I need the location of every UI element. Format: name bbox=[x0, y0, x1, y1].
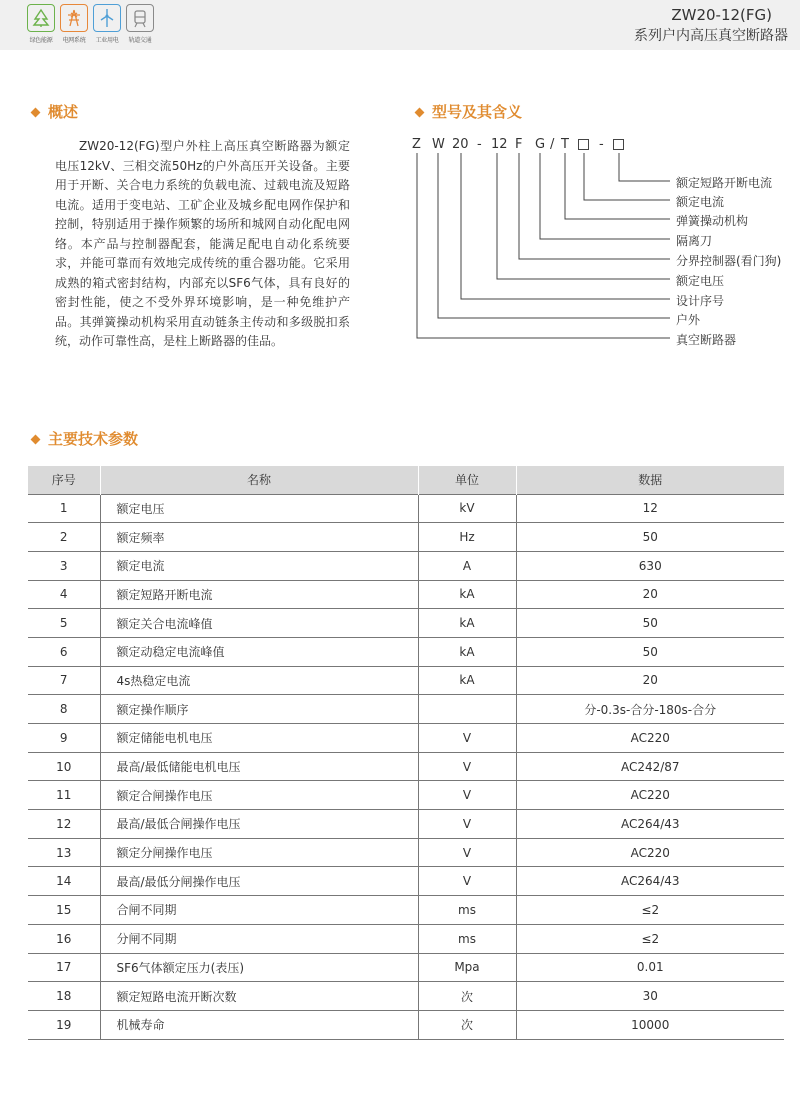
code-box-2 bbox=[613, 139, 624, 154]
cell-no: 9 bbox=[28, 724, 100, 753]
meaning-label-vacuum-breaker: 真空断路器 bbox=[676, 333, 737, 347]
cell-no: 17 bbox=[28, 953, 100, 982]
cell-no: 18 bbox=[28, 982, 100, 1011]
cell-name: 额定分闸操作电压 bbox=[100, 838, 418, 867]
icon-label: 绿色能源 bbox=[29, 37, 53, 44]
cell-unit: V bbox=[418, 867, 516, 896]
code-t: T bbox=[561, 137, 569, 152]
cell-no: 7 bbox=[28, 666, 100, 695]
table-row bbox=[28, 666, 784, 695]
green-energy-icon bbox=[27, 4, 55, 32]
overview-text: ZW20-12(FG)型户外柱上高压真空断路器为额定电压12kV、三相交流50Hz的户外高压开关设备。主要用于开断、关合电力系统的负载电流、过载电流及短路电流。适用于变电站、工矿企业及城乡配电网作保护和控制，特别适用于操作频繁的场所和城网自动化配电网络。本产品与控制器配套，能满足配电自动化系统要求，并能可靠而有效地完成传统的重合器功能。它采用成熟的箱式密封结构，内部充以SF6气体，具有良好的密封性能，使之不受外界环境影响，是一种免维护产品。其弹簧操动机构采用直动链条主传动和多级脱扣系统，动作可靠性高，是柱上断路器的佳品。 bbox=[55, 139, 350, 348]
model-meaning-title: 型号及其含义 bbox=[432, 103, 523, 121]
cell-value: AC220 bbox=[516, 781, 784, 810]
cell-value: 630 bbox=[516, 551, 784, 580]
cell-unit: kA bbox=[418, 580, 516, 609]
cell-value: AC242/87 bbox=[516, 752, 784, 781]
diamond-bullet-icon bbox=[415, 108, 425, 118]
cell-name: 额定动稳定电流峰值 bbox=[100, 637, 418, 666]
code-w: W bbox=[432, 137, 445, 152]
cell-value: 50 bbox=[516, 523, 784, 552]
header-unit: 单位 bbox=[418, 466, 516, 494]
cell-unit: Mpa bbox=[418, 953, 516, 982]
table-row bbox=[28, 695, 784, 724]
cell-no: 14 bbox=[28, 867, 100, 896]
cell-no: 5 bbox=[28, 609, 100, 638]
cell-no: 8 bbox=[28, 695, 100, 724]
cell-value: 50 bbox=[516, 637, 784, 666]
cell-no: 13 bbox=[28, 838, 100, 867]
power-grid-icon bbox=[60, 4, 88, 32]
cell-no: 2 bbox=[28, 523, 100, 552]
green-energy-badge bbox=[24, 4, 58, 44]
cell-name: 额定短路电流开断次数 bbox=[100, 982, 418, 1011]
table-row bbox=[28, 494, 784, 523]
cell-no: 11 bbox=[28, 781, 100, 810]
cell-unit: 次 bbox=[418, 1010, 516, 1039]
meaning-label-breaking-current: 额定短路开断电流 bbox=[676, 176, 773, 190]
table-row bbox=[28, 1010, 784, 1039]
industrial-power-icon bbox=[93, 4, 121, 32]
code-z: Z bbox=[412, 137, 421, 152]
code-dash-2: - bbox=[599, 137, 604, 152]
params-table bbox=[28, 466, 784, 1040]
code-design-no: 20 bbox=[452, 137, 469, 152]
table-row bbox=[28, 752, 784, 781]
code-box-1 bbox=[578, 139, 589, 154]
cell-unit: ms bbox=[418, 924, 516, 953]
overview-title: 概述 bbox=[48, 103, 79, 121]
cell-value: 0.01 bbox=[516, 953, 784, 982]
header-name: 名称 bbox=[100, 466, 418, 494]
table-row bbox=[28, 838, 784, 867]
table-row bbox=[28, 724, 784, 753]
icon-label: 工业用电 bbox=[95, 37, 119, 44]
cell-name: 额定储能电机电压 bbox=[100, 724, 418, 753]
cell-no: 3 bbox=[28, 551, 100, 580]
cell-name: 额定频率 bbox=[100, 523, 418, 552]
cell-name: 机械寿命 bbox=[100, 1010, 418, 1039]
cell-value: 30 bbox=[516, 982, 784, 1011]
rail-transit-icon bbox=[126, 4, 154, 32]
cell-no: 19 bbox=[28, 1010, 100, 1039]
cell-no: 12 bbox=[28, 810, 100, 839]
model-subtitle: 系列户内高压真空断路器 bbox=[634, 28, 788, 44]
table-row bbox=[28, 781, 784, 810]
cell-name: 额定短路开断电流 bbox=[100, 580, 418, 609]
industrial-power-badge bbox=[90, 4, 124, 44]
cell-unit: kV bbox=[418, 494, 516, 523]
cell-name: 额定关合电流峰值 bbox=[100, 609, 418, 638]
icon-label: 电网系统 bbox=[62, 37, 86, 44]
cell-name: 最高/最低合闸操作电压 bbox=[100, 810, 418, 839]
cell-value: AC264/43 bbox=[516, 810, 784, 839]
table-row bbox=[28, 810, 784, 839]
cell-value: AC220 bbox=[516, 724, 784, 753]
cell-value: 10000 bbox=[516, 1010, 784, 1039]
header-no: 序号 bbox=[28, 466, 100, 494]
cell-value: ≤2 bbox=[516, 896, 784, 925]
table-row bbox=[28, 609, 784, 638]
code-slash: / bbox=[550, 137, 555, 152]
table-row bbox=[28, 982, 784, 1011]
cell-unit: A bbox=[418, 551, 516, 580]
cell-unit: V bbox=[418, 838, 516, 867]
meaning-label-design-no: 设计序号 bbox=[676, 294, 725, 308]
cell-unit: V bbox=[418, 781, 516, 810]
cell-value: 20 bbox=[516, 580, 784, 609]
cell-unit: Hz bbox=[418, 523, 516, 552]
cell-value: AC220 bbox=[516, 838, 784, 867]
cell-name: 分闸不同期 bbox=[100, 924, 418, 953]
table-row bbox=[28, 867, 784, 896]
cell-value: 20 bbox=[516, 666, 784, 695]
table-row bbox=[28, 580, 784, 609]
diamond-bullet-icon bbox=[31, 108, 41, 118]
meaning-label-outdoor: 户外 bbox=[676, 313, 701, 327]
cell-unit: V bbox=[418, 752, 516, 781]
code-voltage: 12 bbox=[491, 137, 508, 152]
table-row bbox=[28, 551, 784, 580]
params-title: 主要技术参数 bbox=[48, 430, 139, 448]
cell-value: 50 bbox=[516, 609, 784, 638]
meaning-label-rated-voltage: 额定电压 bbox=[676, 274, 725, 288]
diamond-bullet-icon bbox=[31, 435, 41, 445]
meaning-label-rated-current: 额定电流 bbox=[676, 195, 725, 209]
cell-unit bbox=[418, 695, 516, 724]
cell-no: 15 bbox=[28, 896, 100, 925]
cell-name: 最高/最低储能电机电压 bbox=[100, 752, 418, 781]
cell-name: 额定操作顺序 bbox=[100, 695, 418, 724]
cell-unit: kA bbox=[418, 637, 516, 666]
cell-name: 额定电流 bbox=[100, 551, 418, 580]
cell-name: 4s热稳定电流 bbox=[100, 666, 418, 695]
params-heading bbox=[32, 428, 138, 449]
cell-name: 最高/最低分闸操作电压 bbox=[100, 867, 418, 896]
meaning-label-spring-mechanism: 弹簧操动机构 bbox=[676, 214, 749, 228]
header-value: 数据 bbox=[516, 466, 784, 494]
cell-value: 分-0.3s-合分-180s-合分 bbox=[516, 695, 784, 724]
cell-name: 额定电压 bbox=[100, 494, 418, 523]
code-g: G bbox=[535, 137, 546, 152]
cell-value: 12 bbox=[516, 494, 784, 523]
meaning-label-isolating-switch: 隔离刀 bbox=[676, 234, 713, 248]
cell-no: 16 bbox=[28, 924, 100, 953]
rail-transit-badge bbox=[123, 4, 157, 44]
code-f: F bbox=[515, 137, 523, 152]
table-row bbox=[28, 953, 784, 982]
table-row bbox=[28, 896, 784, 925]
cell-unit: V bbox=[418, 810, 516, 839]
cell-no: 4 bbox=[28, 580, 100, 609]
power-grid-badge bbox=[57, 4, 91, 44]
model-title: ZW20-12(FG) bbox=[671, 6, 772, 24]
cell-value: AC264/43 bbox=[516, 867, 784, 896]
cell-name: 额定合闸操作电压 bbox=[100, 781, 418, 810]
cell-no: 1 bbox=[28, 494, 100, 523]
cell-unit: kA bbox=[418, 666, 516, 695]
cell-no: 6 bbox=[28, 637, 100, 666]
cell-unit: ms bbox=[418, 896, 516, 925]
icon-label: 轨道交通 bbox=[128, 37, 152, 44]
meaning-label-boundary-controller: 分界控制器(看门狗) bbox=[676, 254, 782, 268]
cell-name: SF6气体额定压力(表压) bbox=[100, 953, 418, 982]
code-dash: - bbox=[477, 137, 482, 152]
cell-name: 合闸不同期 bbox=[100, 896, 418, 925]
table-header-row bbox=[28, 466, 784, 494]
cell-unit: V bbox=[418, 724, 516, 753]
cell-unit: kA bbox=[418, 609, 516, 638]
model-meaning-heading bbox=[416, 101, 522, 122]
cell-no: 10 bbox=[28, 752, 100, 781]
overview-heading bbox=[32, 101, 78, 122]
cell-value: ≤2 bbox=[516, 924, 784, 953]
cell-unit: 次 bbox=[418, 982, 516, 1011]
table-row bbox=[28, 924, 784, 953]
page-header bbox=[0, 0, 800, 50]
table-row bbox=[28, 637, 784, 666]
table-row bbox=[28, 523, 784, 552]
